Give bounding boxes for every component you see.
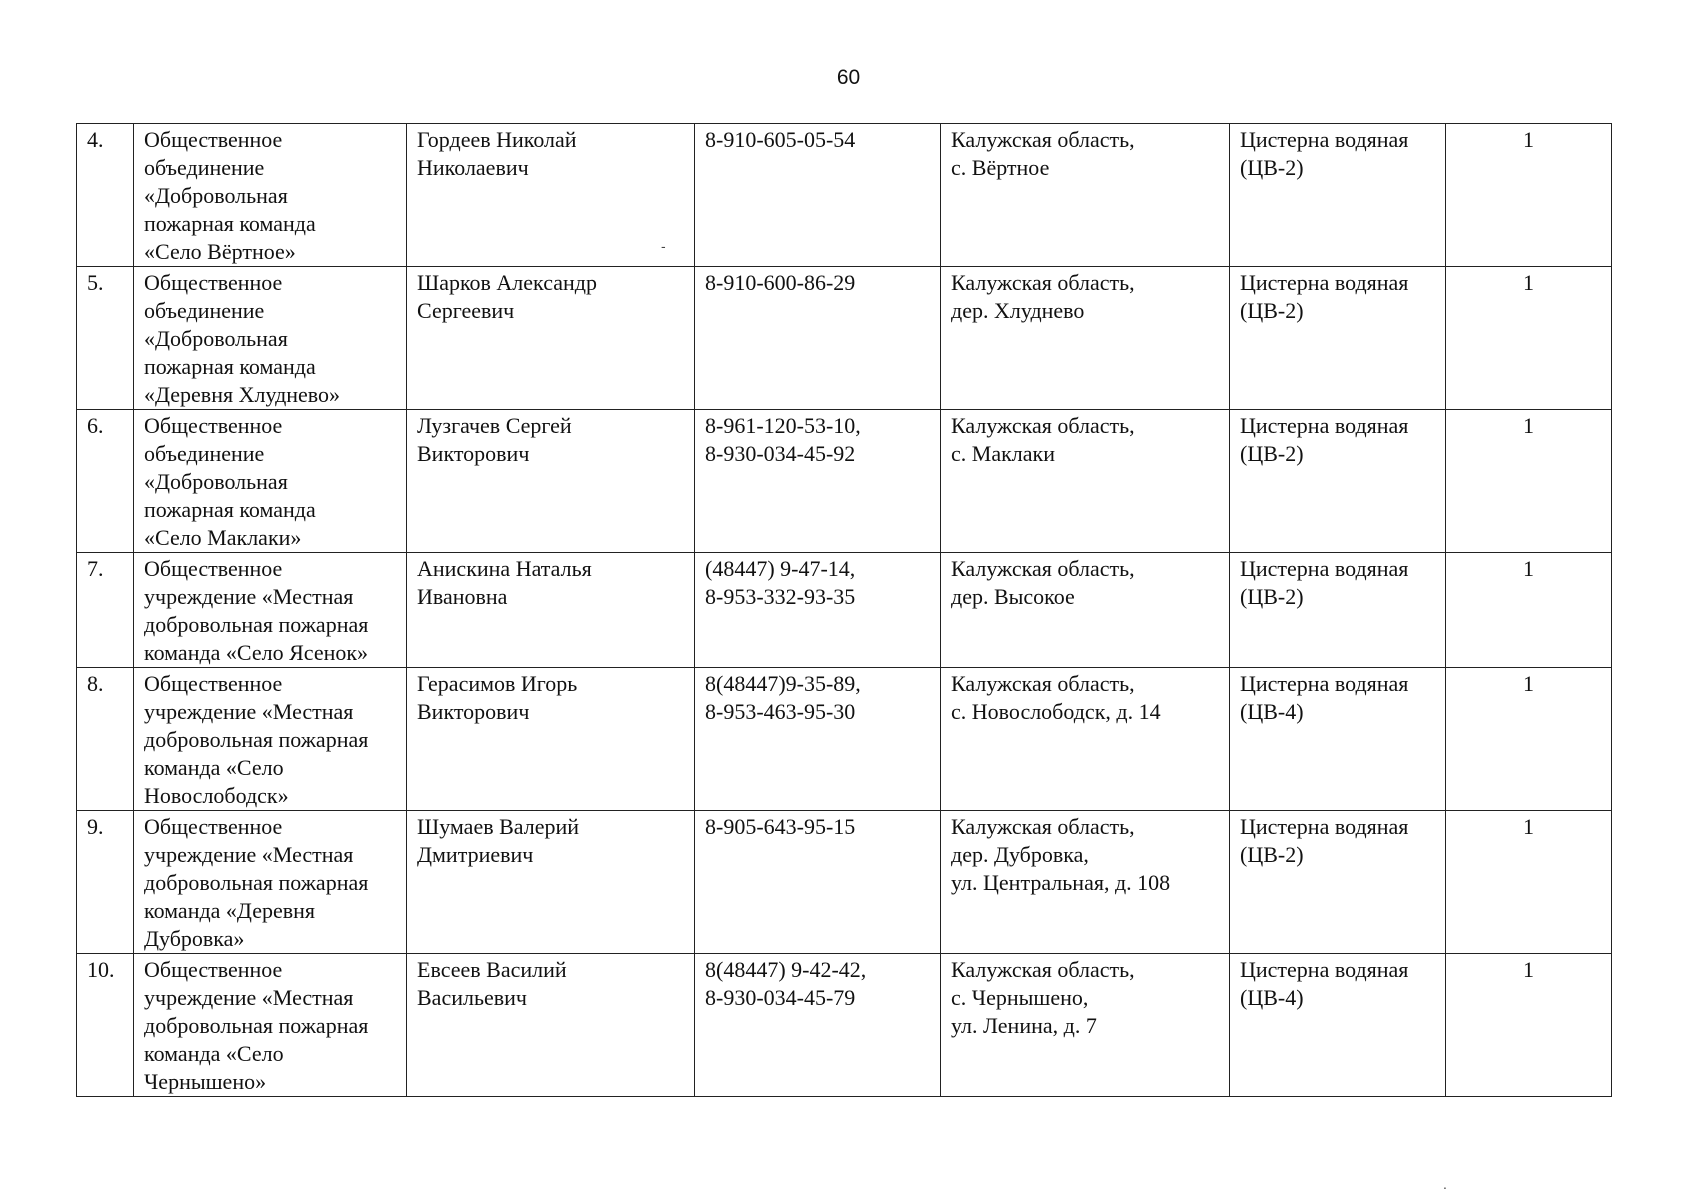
quantity-cell: 1: [1446, 954, 1612, 1097]
person-cell: Герасимов Игорь Викторович: [407, 668, 695, 811]
phone-cell: 8-910-605-05-54: [695, 124, 941, 267]
phone-cell: 8-905-643-95-15: [695, 811, 941, 954]
person-cell: Гордеев Николай Николаевич: [407, 124, 695, 267]
row-number: 7.: [77, 553, 134, 668]
quantity-cell: 1: [1446, 811, 1612, 954]
address-cell: Калужская область, с. Новослободск, д. 14: [941, 668, 1230, 811]
table-row: [77, 954, 1612, 1097]
quantity-cell: 1: [1446, 668, 1612, 811]
vehicle-cell: Цистерна водяная (ЦВ-2): [1230, 410, 1446, 553]
person-cell: Шумаев Валерий Дмитриевич: [407, 811, 695, 954]
quantity-cell: 1: [1446, 410, 1612, 553]
row-number: 8.: [77, 668, 134, 811]
table-row: [77, 124, 1612, 267]
phone-cell: 8-910-600-86-29: [695, 267, 941, 410]
organization-cell: Общественное объединение «Добровольная пожарная команда «Село Маклаки»: [134, 410, 407, 553]
person-cell: Лузгачев Сергей Викторович: [407, 410, 695, 553]
table-row: [77, 267, 1612, 410]
address-cell: Калужская область, дер. Дубровка, ул. Центральная, д. 108: [941, 811, 1230, 954]
row-number: 10.: [77, 954, 134, 1097]
organization-cell: Общественное учреждение «Местная добровольная пожарная команда «Село Чернышено»: [134, 954, 407, 1097]
table-row: [77, 553, 1612, 668]
table-row: [77, 410, 1612, 553]
organization-cell: Общественное объединение «Добровольная пожарная команда «Деревня Хлуднево»: [134, 267, 407, 410]
vehicle-cell: Цистерна водяная (ЦВ-4): [1230, 668, 1446, 811]
organization-cell: Общественное учреждение «Местная добровольная пожарная команда «Село Новослободск»: [134, 668, 407, 811]
vehicle-cell: Цистерна водяная (ЦВ-4): [1230, 954, 1446, 1097]
row-number: 4.: [77, 124, 134, 267]
fire-brigade-table: [76, 123, 1612, 1097]
quantity-cell: 1: [1446, 267, 1612, 410]
organization-cell: Общественное учреждение «Местная добровольная пожарная команда «Деревня Дубровка»: [134, 811, 407, 954]
row-number: 5.: [77, 267, 134, 410]
address-cell: Калужская область, дер. Хлуднево: [941, 267, 1230, 410]
quantity-cell: 1: [1446, 553, 1612, 668]
page-number: 60: [836, 66, 861, 89]
table-row: [77, 668, 1612, 811]
organization-cell: Общественное объединение «Добровольная пожарная команда «Село Вёртное»: [134, 124, 407, 267]
vehicle-cell: Цистерна водяная (ЦВ-2): [1230, 811, 1446, 954]
phone-cell: 8-961-120-53-10, 8-930-034-45-92: [695, 410, 941, 553]
table-row: [77, 811, 1612, 954]
person-cell: Шарков Александр Сергеевич: [407, 267, 695, 410]
scan-speck: .: [1443, 1176, 1447, 1192]
vehicle-cell: Цистерна водяная (ЦВ-2): [1230, 267, 1446, 410]
address-cell: Калужская область, с. Вёртное: [941, 124, 1230, 267]
vehicle-cell: Цистерна водяная (ЦВ-2): [1230, 553, 1446, 668]
row-number: 9.: [77, 811, 134, 954]
row-number: 6.: [77, 410, 134, 553]
scan-speck: -: [661, 238, 666, 254]
vehicle-cell: Цистерна водяная (ЦВ-2): [1230, 124, 1446, 267]
person-cell: Евсеев Василий Васильевич: [407, 954, 695, 1097]
phone-cell: 8(48447) 9-42-42, 8-930-034-45-79: [695, 954, 941, 1097]
phone-cell: 8(48447)9-35-89, 8-953-463-95-30: [695, 668, 941, 811]
organization-cell: Общественное учреждение «Местная добровольная пожарная команда «Село Ясенок»: [134, 553, 407, 668]
quantity-cell: 1: [1446, 124, 1612, 267]
person-cell: Анискина Наталья Ивановна: [407, 553, 695, 668]
address-cell: Калужская область, дер. Высокое: [941, 553, 1230, 668]
phone-cell: (48447) 9-47-14, 8-953-332-93-35: [695, 553, 941, 668]
address-cell: Калужская область, с. Маклаки: [941, 410, 1230, 553]
address-cell: Калужская область, с. Чернышено, ул. Ленина, д. 7: [941, 954, 1230, 1097]
